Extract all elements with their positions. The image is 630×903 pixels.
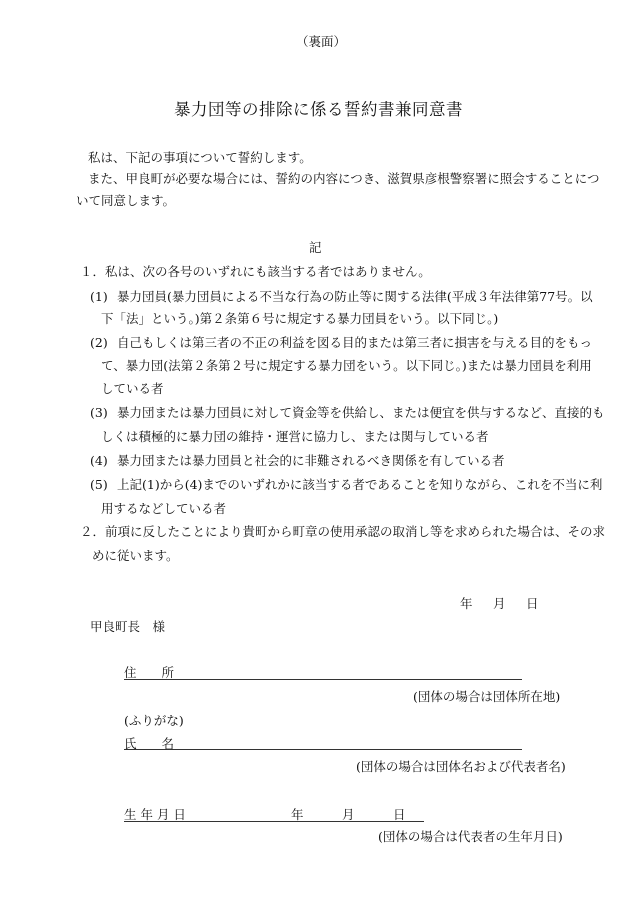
- birthdate-month: 月: [342, 807, 355, 822]
- address-label: 住 所: [124, 665, 175, 680]
- item-line: しくは積極的に暴力団の維持・運営に協力し、または関与している者: [101, 429, 489, 444]
- date-day: 日: [526, 596, 539, 611]
- date-year: 年: [460, 596, 473, 611]
- birthdate-field-line[interactable]: [124, 821, 424, 822]
- birthdate-note: (団体の場合は代表者の生年月日): [378, 829, 563, 844]
- item-number: (2): [90, 335, 108, 350]
- birthdate-label: 生 年 月 日: [124, 807, 186, 822]
- item-line: 暴力団または暴力団員と社会的に非難されるべき関係を有している者: [117, 453, 505, 468]
- item-line: している者: [101, 381, 164, 396]
- document-title: 暴力団等の排除に係る誓約書兼同意書: [174, 100, 463, 119]
- item-line: 用するなどしている者: [101, 501, 227, 516]
- ki-label: 記: [309, 240, 322, 255]
- section-2-line-2: めに従います。: [92, 548, 179, 563]
- item-number: (1): [90, 289, 108, 304]
- item-number: (4): [90, 453, 108, 468]
- address-field-line[interactable]: [124, 679, 522, 680]
- item-line: 暴力団または暴力団員に対して資金等を供給し、または便宜を供与するなど、直接的も: [117, 405, 605, 420]
- item-number: (5): [90, 477, 108, 492]
- item-line: 上記(1)から(4)までのいずれかに該当する者であることを知りながら、これを不当に利: [117, 477, 603, 492]
- intro-line-1: 私は、下記の事項について誓約します。: [88, 150, 312, 165]
- item-line: 暴力団員(暴力団員による不当な行為の防止等に関する法律(平成３年法律第77号。以: [117, 289, 593, 304]
- section-1-heading: １．私は、次の各号のいずれにも該当する者ではありません。: [80, 264, 431, 279]
- birthdate-year: 年: [291, 807, 304, 822]
- name-note: (団体の場合は団体名および代表者名): [356, 759, 566, 774]
- item-line: て、暴力団(法第２条第２号に規定する暴力団をいう。以下同じ。)または暴力団員を利用: [101, 358, 592, 373]
- item-line: 自己もしくは第三者の不正の利益を図る目的または第三者に損害を与える目的をもっ: [117, 335, 593, 350]
- side-label: （裏面）: [296, 34, 347, 49]
- name-label: 氏 名: [124, 736, 175, 751]
- intro-line-2: また、甲良町が必要な場合には、誓約の内容につき、滋賀県彦根警察署に照会することにつ: [88, 171, 600, 186]
- item-number: (3): [90, 405, 108, 420]
- date-month: 月: [493, 596, 506, 611]
- addressee: 甲良町長 様: [90, 619, 166, 634]
- name-field-line[interactable]: [124, 749, 522, 750]
- birthdate-day: 日: [393, 807, 406, 822]
- section-2-line-1: ２．前項に反したことにより貴町から町章の使用承認の取消し等を求められた場合は、その求: [80, 524, 606, 539]
- furigana-label: (ふりがな): [124, 713, 184, 728]
- item-line: 下「法」という。)第２条第６号に規定する暴力団員をいう。以下同じ。): [101, 311, 499, 326]
- intro-line-3: いて同意します。: [76, 193, 176, 208]
- address-note: (団体の場合は団体所在地): [413, 689, 561, 704]
